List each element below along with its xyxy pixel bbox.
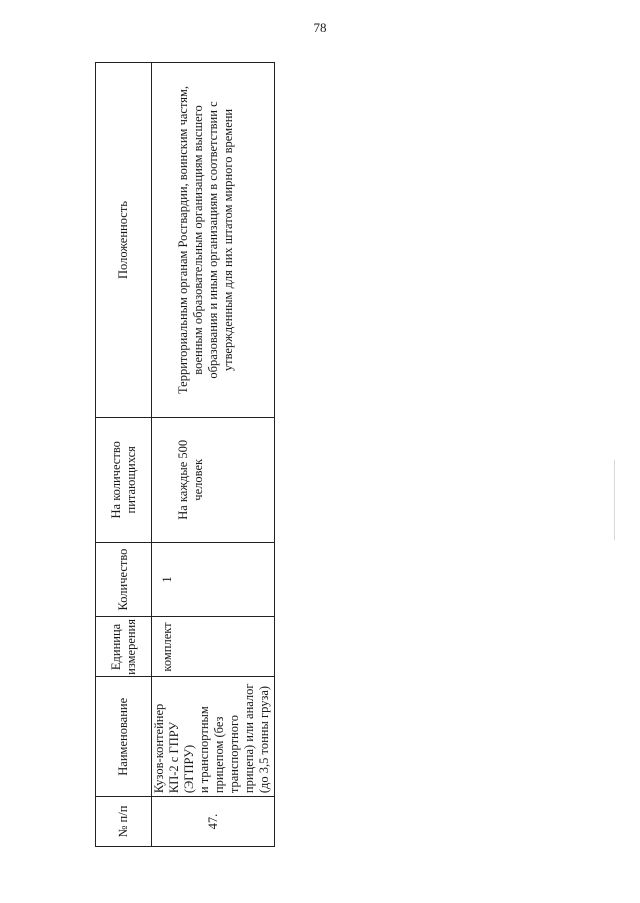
header-quantity: Количество bbox=[96, 542, 151, 617]
scan-artifact bbox=[614, 460, 615, 540]
name-line: транспортного bbox=[227, 714, 241, 794]
header-name: Наименование bbox=[96, 676, 151, 796]
name-line: Кузов-контейнер bbox=[152, 703, 166, 794]
row-name bbox=[152, 676, 275, 796]
row-entitlement: Территориальным органам Росгвардии, воинским частям, военным образовательным организациям высшего образования и иным организациям в соответствии с утвержденным для них штатом мирного времени bbox=[176, 85, 235, 395]
row-per-people: На каждые 500 человек bbox=[152, 417, 275, 542]
row-number: 47. bbox=[152, 796, 275, 846]
table-frame bbox=[95, 62, 275, 847]
name-line: прицепом (без bbox=[212, 716, 226, 794]
row-quantity: 1 bbox=[152, 542, 275, 617]
header-entitlement: Положенность bbox=[116, 201, 130, 279]
allowance-table bbox=[95, 62, 275, 847]
row-unit: комплект bbox=[152, 616, 275, 676]
header-per-people: На количество питающихся bbox=[96, 417, 151, 542]
header-unit: Единица измерения bbox=[96, 616, 151, 676]
name-line: прицепа) или аналог bbox=[242, 683, 256, 794]
name-line: и транспортным bbox=[197, 706, 211, 794]
name-line: (до 3,5 тонны груза) bbox=[257, 685, 271, 794]
name-line: (ЭГПРУ) bbox=[182, 744, 196, 794]
header-number: № п/п bbox=[96, 796, 151, 846]
page-number: 78 bbox=[313, 20, 327, 35]
table-header-row bbox=[96, 63, 152, 846]
table-row bbox=[152, 63, 275, 846]
name-line: КП-2 с ГПРУ bbox=[167, 721, 181, 794]
